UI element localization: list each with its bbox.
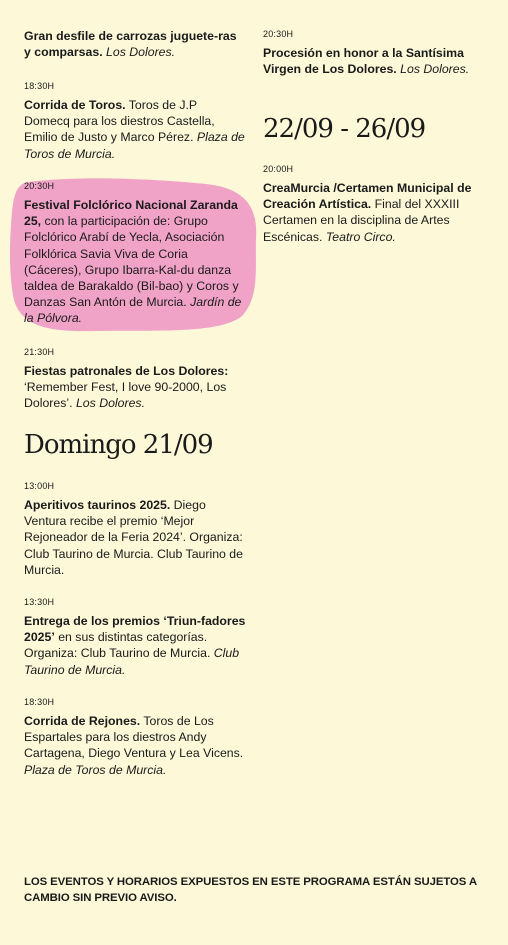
event-intro xyxy=(24,28,246,60)
event-title: Fiestas patronales de Los Dolores: xyxy=(24,364,229,378)
event-place: Club Taurino de Murcia. xyxy=(24,646,240,677)
disclaimer-notice: LOS EVENTOS Y HORARIOS EXPUESTOS EN ESTE PROGRAMA ESTÁN SUJETOS A CAMBIO SIN PREVIO AVISO. xyxy=(24,876,477,904)
event-title: Aperitivos taurinos 2025. xyxy=(24,498,171,512)
event-body: Diego Ventura recibe el premio ‘Mejor Rejoneador de la Feria 2024’. Organiza: Club Taurino de Murcia. Club Taurino de Murcia. xyxy=(24,498,243,577)
event-aperitivos-taurinos xyxy=(24,481,246,578)
event-title: Festival Folclórico Nacional Zaranda 25, xyxy=(24,198,238,229)
event-time: 18:30H xyxy=(24,81,55,91)
event-description xyxy=(263,180,491,245)
event-place: Los Dolores. xyxy=(75,396,145,411)
event-description xyxy=(24,713,246,778)
event-time: 13:30H xyxy=(24,597,55,607)
event-body: con la participación de: Grupo Folclórico Arabí de Yecla, Asociación Folklórica Savia Viva de Coria (Cáceres), Grupo Ibarra-Kal-du danza taldea de Barakaldo (Bil-bao) y Coros y Danzas San Antón de Murcia. xyxy=(24,214,239,310)
event-fiestas-patronales xyxy=(24,347,246,412)
event-description xyxy=(24,613,246,678)
event-procesion xyxy=(263,29,491,77)
event-title: Gran desfile de carrozas juguete-ras y comparsas. xyxy=(24,29,237,60)
event-time: 20:30H xyxy=(24,181,55,191)
event-title: Corrida de Toros. xyxy=(24,98,126,112)
event-entrega-premios xyxy=(24,597,246,678)
event-place: Teatro Circo. xyxy=(325,229,396,244)
event-festival-folclorico xyxy=(24,181,246,327)
event-creamurcia xyxy=(263,164,491,245)
event-place: Los Dolores. xyxy=(400,62,470,77)
event-time: 20:00H xyxy=(263,164,294,174)
day-heading: Domingo 21/09 xyxy=(24,430,213,460)
event-corrida-rejones xyxy=(24,697,246,778)
event-corrida-toros xyxy=(24,81,246,162)
event-title: Corrida de Rejones. xyxy=(24,714,141,728)
event-description xyxy=(24,363,246,412)
event-description xyxy=(24,28,246,60)
event-title: CreaMurcia /Certamen Municipal de Creación Artística. xyxy=(263,181,472,212)
event-body: en sus distintas categorías. Organiza: Club Taurino de Murcia. xyxy=(24,630,214,661)
event-title: Procesión en honor a la Santísima Virgen de Los Dolores. xyxy=(263,46,464,77)
event-place: Plaza de Toros de Murcia. xyxy=(24,762,167,777)
event-time: 20:30H xyxy=(263,29,294,39)
event-place: Plaza de Toros de Murcia. xyxy=(24,130,245,161)
event-body: Final del XXXIII Certamen en la disciplina de Artes Escénicas. xyxy=(263,197,460,244)
event-time: 21:30H xyxy=(24,347,55,357)
event-time: 18:30H xyxy=(24,697,55,707)
event-body: ‘Remember Fest, I love 90-2000, Los Dolores’. xyxy=(24,380,227,411)
event-description xyxy=(24,497,246,578)
event-description xyxy=(24,197,246,327)
event-place: Jardín de la Pólvora. xyxy=(24,295,242,326)
event-description xyxy=(263,45,491,77)
event-body: Toros de Los Espartales para los diestros Andy Cartagena, Diego Ventura y Lea Vicens. xyxy=(24,714,244,761)
event-description xyxy=(24,97,246,162)
event-place: Los Dolores. xyxy=(106,45,176,60)
range-heading: 22/09 - 26/09 xyxy=(263,114,426,144)
event-title: Entrega de los premios ‘Triun-fadores 2025’ xyxy=(24,614,246,645)
event-time: 13:00H xyxy=(24,481,55,491)
event-body: Toros de J.P Domecq para los diestros Castella, Emilio de Justo y Marco Pérez. xyxy=(24,98,215,145)
